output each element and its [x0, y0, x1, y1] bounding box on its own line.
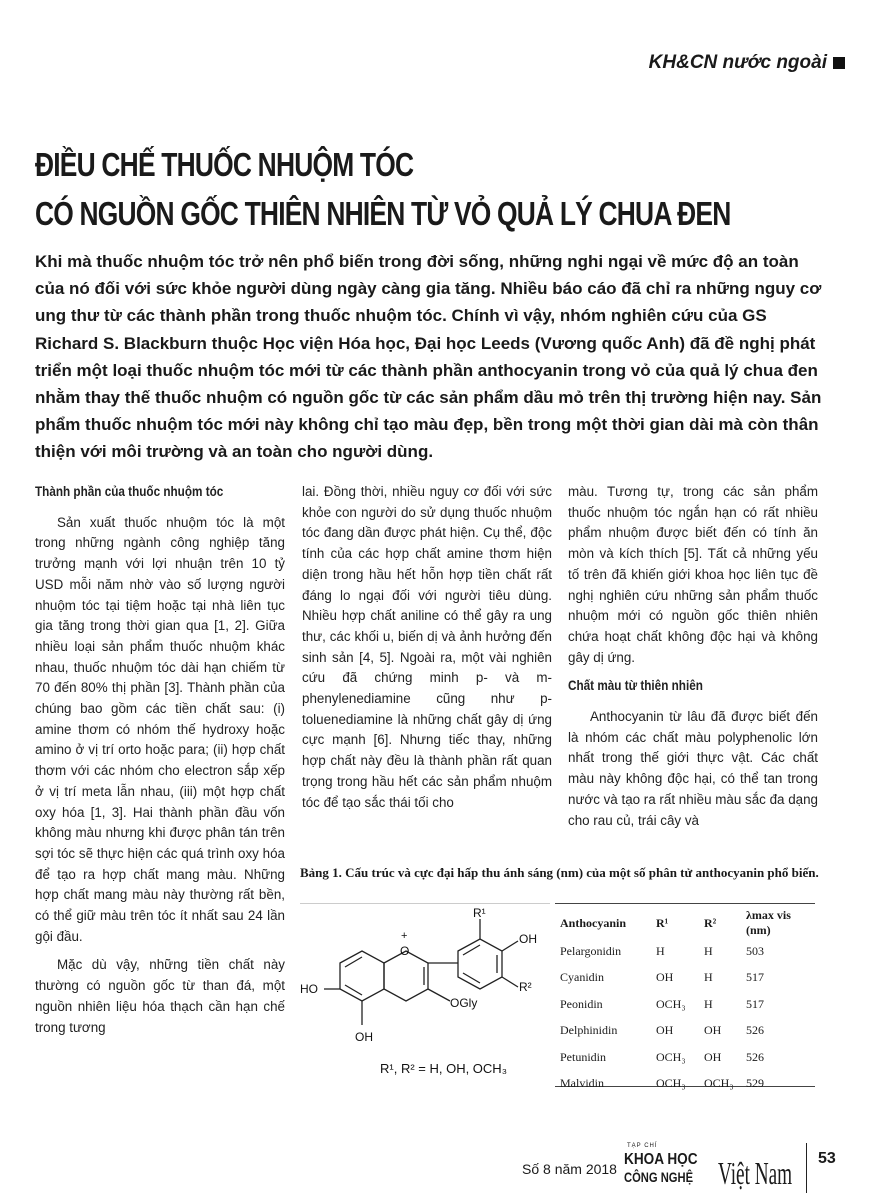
cell-name: Cyanidin: [560, 970, 604, 985]
logo-line-2: CÔNG NGHỆ: [624, 1169, 694, 1185]
title-line-2: CÓ NGUỒN GỐC THIÊN NHIÊN TỪ VỎ QUẢ LÝ CHUA ĐEN: [35, 195, 731, 232]
table-row: [560, 938, 816, 965]
article-title: [35, 140, 731, 238]
page-number: 53: [818, 1150, 836, 1167]
logo-small-text: TẠP CHÍ: [627, 1143, 658, 1149]
cell-name: Petunidin: [560, 1049, 607, 1064]
cell-lambda: 526: [746, 1023, 764, 1038]
subheading-natural-colors: Chất màu từ thiên nhiên: [568, 678, 703, 694]
table-header-row: [560, 908, 816, 938]
cell-r2: OCH₃: [704, 1076, 734, 1091]
header-r2: R²: [704, 915, 717, 930]
cell-lambda: 517: [746, 970, 764, 985]
cell-lambda: 503: [746, 943, 764, 958]
charge-label: +: [401, 930, 408, 942]
table-row: [560, 1018, 816, 1045]
issue-label: Số 8 năm 2018: [522, 1161, 617, 1177]
section-label: KH&CN nước ngoài: [648, 52, 827, 73]
table-caption: Bảng 1. Cấu trúc và cực đại hấp thu ánh sáng (nm) của một số phân tử anthocyanin phổ biến.: [300, 865, 819, 880]
square-icon: [833, 57, 845, 69]
magazine-logo: [624, 1143, 794, 1193]
cell-lambda: 517: [746, 996, 764, 1011]
table-row: [560, 965, 816, 992]
column-1: [35, 482, 285, 1046]
ring-a: [340, 951, 384, 1001]
r2-label: R²: [519, 980, 532, 994]
cell-r1: H: [656, 943, 665, 958]
cell-r1: OCH₃: [656, 1076, 686, 1091]
footer-divider: [806, 1143, 807, 1193]
divider: [300, 903, 550, 904]
body-paragraph: màu. Tương tự, trong các sản phẩm thuốc nhuộm tóc ngắn hạn có rất nhiều phẩm nhuộm được biết đến có tính ăn mòn và kích thích [5]. Tất cả những yếu tố trên đã khiến giới khoa học liên tục đề nghị nghiên cứu những sản phẩm thuốc nhuộm mới có nguồn gốc thiên nhiên chứa hoạt chất không độc hại và không gây dị ứng.: [568, 484, 818, 665]
table-row: [560, 991, 816, 1018]
body-paragraph: Anthocyanin từ lâu đã được biết đến là nhóm các chất màu polyphenolic lớn nhất trong thế giới thực vật. Các chất màu này không độc hại, có thể tan trong nước và tạo ra rất nhiều màu sắc đa dạng cho rau củ, trái cây và: [568, 709, 818, 828]
header-r1: R¹: [656, 915, 669, 930]
cell-name: Malvidin: [560, 1076, 604, 1091]
cell-name: Pelargonidin: [560, 943, 622, 958]
logo-country: Việt Nam: [718, 1155, 793, 1191]
cell-lambda: 529: [746, 1076, 764, 1091]
oh-top-label: OH: [519, 932, 537, 946]
ring-oxygen-label: O: [400, 944, 410, 958]
ring-c: [384, 951, 428, 1001]
oh-bottom-label: OH: [355, 1030, 373, 1044]
anthocyanin-structure-diagram: [300, 905, 550, 1085]
anthocyanin-table: [560, 908, 816, 1097]
cell-r1: OCH₃: [656, 996, 686, 1011]
table-row: [560, 1071, 816, 1098]
subheading-components: Thành phần của thuốc nhuộm tóc: [35, 484, 224, 499]
cell-r1: OCH₃: [656, 1049, 686, 1064]
column-3: [568, 482, 818, 839]
ring-b: [458, 939, 502, 989]
divider: [555, 903, 815, 904]
cell-r1: OH: [656, 970, 674, 985]
header-anthocyanin: Anthocyanin: [560, 915, 627, 930]
r1-label: R¹: [473, 906, 486, 920]
column-2: [302, 482, 552, 821]
lead-paragraph: Khi mà thuốc nhuộm tóc trở nên phổ biến trong đời sống, những nghi ngại về mức độ an toàn của nó đối với sức khỏe người dùng ngày càng gia tăng. Nhiều báo cáo đã chỉ ra những nguy cơ ung thư từ các thành phần trong thuốc nhuộm tóc. Chính vì vậy, nhóm nghiên cứu của GS Richard S. Blackburn thuộc Học viện Hóa học, Đại học Leeds (Vương quốc Anh) đã đề nghị phát triển một loại thuốc nhuộm tóc mới từ các thành phần anthocyanin trong vỏ của quả lý chua đen nhằm thay thế thuốc nhuộm có nguồn gốc từ các sản phẩm dầu mỏ trên thị trường hiện nay. Sản phẩm thuốc nhuộm tóc mới này không chỉ tạo màu đẹp, bền trong một thời gian dài mà còn thân thiện với môi trường và an toàn cho người dùng.: [35, 252, 822, 462]
title-line-1: ĐIỀU CHẾ THUỐC NHUỘM TÓC: [35, 146, 414, 183]
cell-name: Peonidin: [560, 996, 603, 1011]
cell-r2: OH: [704, 1049, 722, 1064]
structure-legend: R¹, R² = H, OH, OCH₃: [380, 1061, 507, 1076]
body-paragraph: Mặc dù vậy, những tiền chất này thường có nguồn gốc từ than đá, một nguồn nhiên liệu hóa thạch cần hạn chế trong tương: [35, 957, 285, 1035]
body-paragraph: lai. Đồng thời, nhiều nguy cơ đối với sức khỏe con người do sử dụng thuốc nhuộm tóc đang dần được phát hiện. Cụ thể, độc tính của các hợp chất amine thơm hiện diện trong hầu hết hỗn hợp tiền chất rất đáng lo ngại đối với người tiêu dùng. Nhiều hợp chất aniline có thể gây ra ung thư, các khối u, biến dị và ảnh hưởng đến sinh sản [4, 5]. Ngoài ra, một vài nghiên cứu đã chứng minh p- và m-phenylenediamine cũng như p-toluenediamine là những chất gây dị ứng cực mạnh [6]. Nhưng tiếc thay, những hợp chất này đều là thành phần rất quan trọng trong hầu hết các sản phẩm nhuộm tóc để tạo sắc thái tối cho: [302, 484, 552, 810]
cell-r2: H: [704, 970, 713, 985]
logo-line-1: KHOA HỌC: [624, 1151, 698, 1168]
cell-r2: H: [704, 996, 713, 1011]
body-paragraph: Sản xuất thuốc nhuộm tóc là một trong những ngành công nghiệp tăng trưởng mạnh với lợi nhuận trên 10 tỷ USD mỗi năm nhờ vào số lượng người nhuộm tóc tại tiệm hoặc tại nhà liên tục gia tăng trong thời gian qua [1, 2]. Giữa nhiều loại sản phẩm thuốc nhuộm khác nhau, thuốc nhuộm tóc dài hạn chiếm từ 70 đến 80% thị phần [3]. Thành phần của chúng bao gồm các tiền chất sau: (i) amine thơm có nhóm thế hydroxy hoặc amino ở vị trí orto hoặc para; (ii) hợp chất thơm với các nhóm cho electron sắp xếp ở vị trí meta lẫn nhau, (iii) một hợp chất oxy hóa [1, 3]. Hai thành phần đầu vốn không màu nhưng khi được phân tán trên sợi tóc sẽ thực hiện các quá trình oxy hóa để tạo ra hợp chất mang màu. Những hợp chất mang màu này thường rất bền, có thể giữ màu trên tóc ít nhất sau 24 lần gội đầu.: [35, 514, 285, 944]
cell-r2: OH: [704, 1023, 722, 1038]
cell-r2: H: [704, 943, 713, 958]
section-tag: [649, 52, 845, 74]
cell-r1: OH: [656, 1023, 674, 1038]
ogly-label: OGly: [450, 996, 478, 1010]
cell-name: Delphinidin: [560, 1023, 618, 1038]
ho-label: HO: [300, 982, 318, 996]
header-lambda: λmax vis (nm): [746, 908, 791, 937]
table-row: [560, 1044, 816, 1071]
cell-lambda: 526: [746, 1049, 764, 1064]
